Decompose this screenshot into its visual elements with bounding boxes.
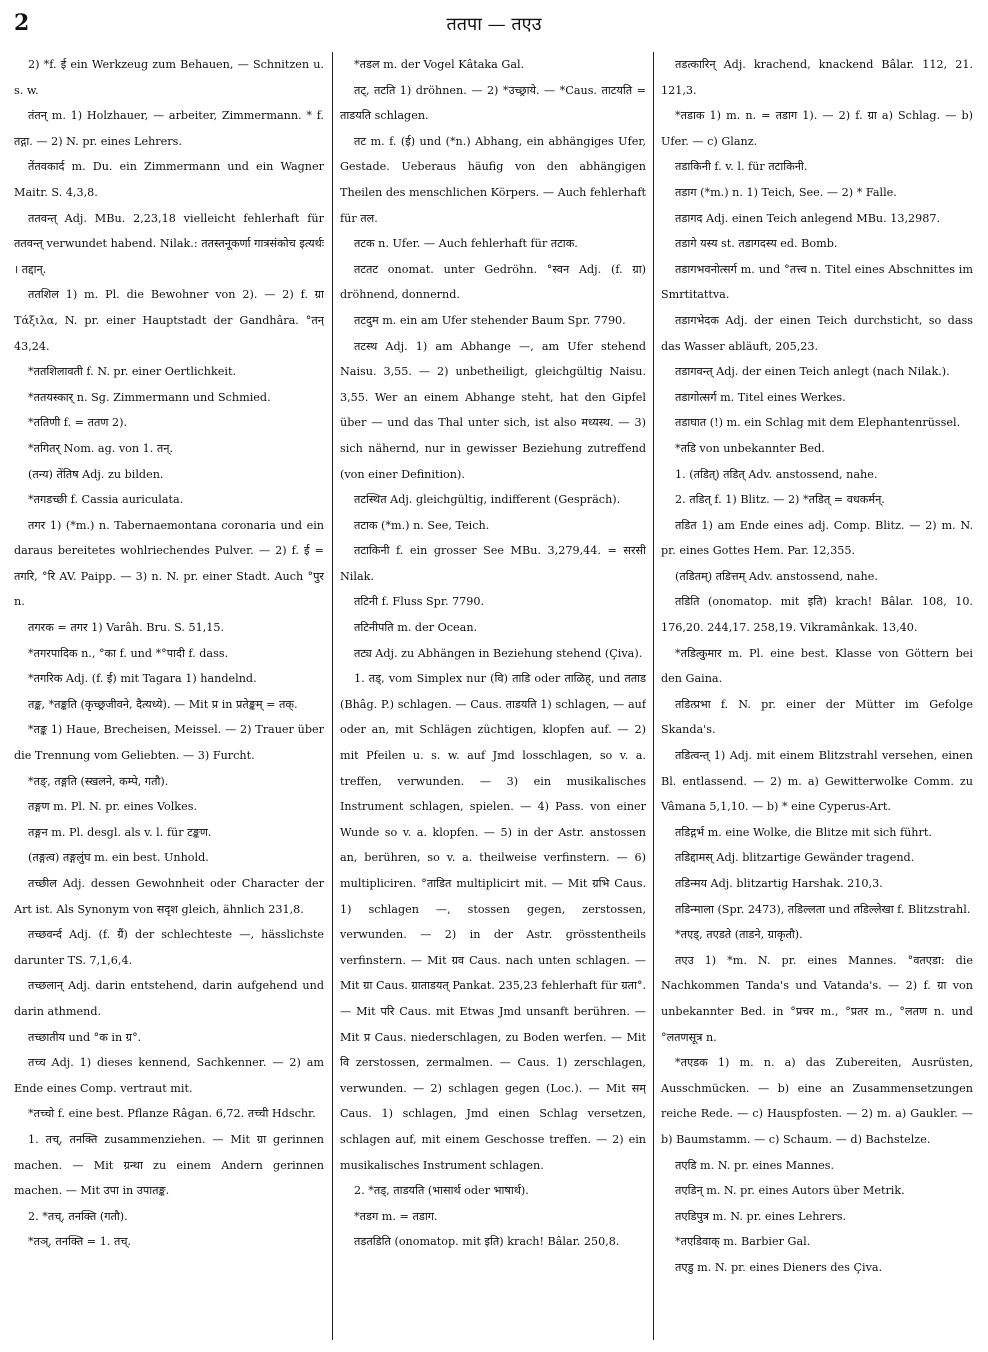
- dictionary-entry: तटाकिनी f. ein grosser See MBu. 3,279,44. = सरसी Nilak.: [340, 544, 646, 583]
- dictionary-entry: *ततिणी f. = ततण 2).: [28, 416, 128, 430]
- dictionary-entry: 1. तच्, तनक्ति zusammenziehen. — Mit ग्रा gerinnen machen. — Mit ग्रन्था zu einem Andern gerinnen machen. — Mit उपा in उपातङ्क.: [14, 1132, 324, 1198]
- dictionary-entry: *तगडच्छी f. Cassia auriculata.: [28, 493, 184, 507]
- dictionary-entry: *तङ्क 1) Haue, Brecheisen, Meissel. — 2) Trauer über die Trennung vom Geliebten. — 3) Furcht.: [14, 723, 324, 763]
- dictionary-entry: तडाकिनी f. v. l. für तटाकिनी.: [675, 160, 808, 174]
- dictionary-entry: तडागभवनोत्सर्ग m. und °तत्त्व n. Titel eines Abschnittes im Smrtitattva.: [661, 262, 973, 302]
- dictionary-entry: तगर 1) (*m.) n. Tabernaemontana coronaria und ein daraus bereitetes wohlriechendes Pulver. — 2) f. ई = तगरि, °रि AV. Paipp. — 3) n. N. pr. einer Stadt. Auch °पुर n.: [14, 518, 324, 609]
- dictionary-entry: *तङ्, तङ्गति (स्खलने, कम्पे, गतौ).: [28, 774, 169, 788]
- dictionary-entry: तंतन् m. 1) Holzhauer, — arbeiter, Zimmermann. * f. तद्गा. — 2) N. pr. eines Lehrers.: [14, 109, 324, 148]
- column-divider: [653, 52, 654, 1340]
- dictionary-entry: *तएडिवाक् m. Barbier Gal.: [675, 1235, 811, 1249]
- dictionary-entry: तेंतवकार्द m. Du. ein Zimmermann und ein Wagner Maitr. S. 4,3,8.: [14, 160, 324, 199]
- dictionary-entry: तडिन्माला (Spr. 2473), तडिल्लता und तडिल्लेखा f. Blitzstrahl.: [675, 902, 971, 916]
- dictionary-entry: तडाग (*m.) n. 1) Teich, See. — 2) * Falle.: [675, 185, 897, 199]
- dictionary-entry: *तडि von unbekannter Bed.: [675, 441, 825, 455]
- dictionary-entry: तट्, तटति 1) dröhnen. — 2) *उच्छ्राये. — *Caus. ताटयति = ताडयति schlagen.: [340, 83, 646, 123]
- dictionary-entry: तएडिन् m. N. pr. eines Autors über Metrik.: [675, 1184, 905, 1198]
- dictionary-entry: तएडु m. N. pr. eines Dieners des Çiva.: [675, 1260, 883, 1274]
- dictionary-entry: *तञ्, तनक्ति = 1. तच्.: [28, 1235, 131, 1249]
- dictionary-entry: तटदुम m. ein am Ufer stehender Baum Spr. 7790.: [354, 313, 626, 327]
- dictionary-entry: तडित्प्रभा f. N. pr. einer der Mütter im Gefolge Skanda's.: [661, 697, 973, 737]
- dictionary-entry: 2. *तच्, तनक्ति (गतौ).: [28, 1209, 128, 1223]
- dictionary-entry: तटस्थित Adj. gleichgültig, indifferent (Gespräch).: [354, 493, 621, 507]
- dictionary-entry: *तगरपादिक n., °का f. und *°पादी f. dass.: [28, 646, 229, 660]
- dictionary-entry: तटस्थ Adj. 1) am Abhange —, am Ufer stehend Naisu. 3,55. — 2) unbetheiligt, gleichgültig Naisu. 3,55. Wer an einem Abhange steht, hat den Gipfel über — und das Thal unter sich, ist also मध्यस्थ. — 3) sich nähernd, nur in gewisser Beziehung zutreffend (von einer Definition).: [340, 339, 646, 481]
- dictionary-entry: *ततशिलावती f. N. pr. einer Oertlichkeit.: [28, 365, 237, 379]
- dictionary-entry: तट m. f. (ई) und (*n.) Abhang, ein abhängiges Ufer, Gestade. Ueberaus häufig von den abhängigen Theilen des menschlichen Körpers. — Auch fehlerhaft für तल.: [340, 134, 646, 225]
- running-title: ततपा — तएउ: [446, 14, 542, 35]
- dictionary-entry: तएडिपुत्र m. N. pr. eines Lehrers.: [675, 1209, 847, 1223]
- dictionary-entry: तडतडिति (onomatop. mit इति) krach! Bâlar. 250,8.: [354, 1235, 620, 1249]
- dictionary-entry: तडागोत्सर्ग m. Titel eines Werkes.: [675, 390, 846, 404]
- dictionary-entry: *तडल m. der Vogel Kâtaka Gal.: [354, 58, 525, 71]
- column-left: [14, 52, 324, 1340]
- dictionary-entry: तच्छलान् Adj. darin entstehend, darin aufgehend und darin athmend.: [14, 979, 324, 1018]
- text-columns: [14, 52, 974, 1342]
- dictionary-entry: तट्य Adj. zu Abhängen in Beziehung stehend (Çiva).: [354, 646, 643, 660]
- dictionary-entry: तडागभेदक Adj. der einen Teich durchsticht, so dass das Wasser abläuft, 205,23.: [661, 313, 973, 353]
- dictionary-entry: तडिद्गर्भ m. eine Wolke, die Blitze mit sich führt.: [675, 825, 932, 839]
- page-header: [14, 4, 974, 44]
- dictionary-entry: तङ्गण m. Pl. N. pr. eines Volkes.: [28, 800, 198, 814]
- dictionary-entry: तडागवन्त् Adj. der einen Teich anlegt (nach Nilak.).: [675, 365, 950, 379]
- dictionary-entry: *तच्चो f. eine best. Pflanze Râgan. 6,72. तच्ची Hdschr.: [28, 1107, 316, 1121]
- dictionary-entry: तडत्कारिन् Adj. krachend, knackend Bâlar. 112, 21. 121,3.: [661, 58, 973, 97]
- dictionary-entry: *तडाक 1) m. n. = तडाग 1). — 2) f. ग्रा a) Schlag. — b) Ufer. — c) Glanz.: [661, 109, 973, 148]
- page-number: 2: [14, 10, 30, 36]
- dictionary-entry: तटतट onomat. unter Gedröhn. °स्वन Adj. (f. ग्रा) dröhnend, donnernd.: [340, 262, 646, 302]
- dictionary-entry: 2) *f. ई ein Werkzeug zum Behauen, — Schnitzen u. s. w.: [14, 58, 324, 97]
- dictionary-entry: 2. तडित् f. 1) Blitz. — 2) *तडित् = वधकर्मन्.: [675, 493, 885, 507]
- dictionary-entry: 2. *तड्, ताडयति (भासार्थ oder भाषार्थ).: [354, 1184, 529, 1198]
- column-right: [661, 52, 973, 1340]
- dictionary-entry: तडाघात (!) m. ein Schlag mit dem Elephantenrüssel.: [675, 416, 961, 430]
- dictionary-entry: तङ्गन m. Pl. desgl. als v. l. für टङ्कण.: [28, 825, 212, 839]
- dictionary-entry: *तएडक 1) m. n. a) das Zubereiten, Ausrüsten, Ausschmücken. — b) eine an Zusammensetzungen reiche Rede. — c) Hauspfosten. — 2) m. a) Gaukler. — b) Baumstamm. — c) Schaum. — d) Bachstelze.: [661, 1056, 973, 1146]
- dictionary-entry: तडित्वन्त् 1) Adj. mit einem Blitzstrahl versehen, einen Bl. entlassend. — 2) m. a) Gewitterwolke Comm. zu Vâmana 5,1,10. — b) * eine Cyperus-Art.: [661, 749, 973, 814]
- dictionary-entry: 1. (तडित्) तडित् Adv. anstossend, nahe.: [675, 467, 878, 481]
- column-middle: [340, 52, 646, 1340]
- column-divider: [332, 52, 333, 1340]
- dictionary-entry: (तन्य) तेंतिष Adj. zu bilden.: [28, 467, 164, 481]
- dictionary-entry: (तङ्गत्व) तङ्गलुंघ m. ein best. Unhold.: [28, 851, 209, 865]
- dictionary-entry: तङ्क, *तङ्कति (कृच्छ्रजीवने, दैत्यध्ये). — Mit प्र in प्रतेङ्कम् = तक्.: [28, 697, 298, 711]
- dictionary-entry: तटिनी f. Fluss Spr. 7790.: [354, 595, 485, 609]
- dictionary-entry: तडिद्दामस् Adj. blitzartige Gewänder tragend.: [675, 851, 915, 865]
- dictionary-entry: तच्च Adj. 1) dieses kennend, Sachkenner. — 2) am Ende eines Comp. vertraut mit.: [14, 1056, 324, 1095]
- dictionary-entry: *ततयस्कार् n. Sg. Zimmermann und Schmied.: [28, 390, 271, 404]
- dictionary-entry: तडिति (onomatop. mit इति) krach! Bâlar. 108, 10. 176,20. 244,17. 258,19. Vikramânkak. 13,40.: [661, 595, 973, 635]
- dictionary-entry: तच्छातीय und °क in ग्र°.: [28, 1030, 142, 1044]
- dictionary-entry: *तएड्, तएडते (ताडने, ग्राकृतौ).: [675, 928, 803, 942]
- dictionary-entry: तच्छवर्न्द Adj. (f. ग्रैं) der schlechteste —, hässlichste darunter TS. 7,1,6,4.: [14, 928, 324, 967]
- dictionary-entry: ततवन्त् Adj. MBu. 2,23,18 vielleicht fehlerhaft für ततवन्त् verwundet habend. Nilak.: ततस्तनूकर्णा गात्रसंकोच इत्यर्थः । तद्दान्.: [14, 211, 324, 276]
- dictionary-entry: *तगरिक Adj. (f. ई) mit Tagara 1) handelnd.: [28, 672, 257, 686]
- dictionary-entry: तएडि m. N. pr. eines Mannes.: [675, 1158, 835, 1172]
- dictionary-entry: तडागद Adj. einen Teich anlegend MBu. 13,2987.: [675, 211, 941, 225]
- dictionary-entry: *तडित्कुमार m. Pl. eine best. Klasse von Göttern bei den Gaina.: [661, 646, 973, 686]
- dictionary-entry: ततशिल 1) m. Pl. die Bewohner von 2). — 2) f. ग्रा Τάξιλα, N. pr. einer Hauptstadt der Gandhâra. °तन् 43,24.: [14, 288, 324, 353]
- dictionary-entry: (तडितम्) तडित्तम् Adv. anstossend, nahe.: [675, 569, 878, 583]
- dictionary-entry: *तगितर् Nom. ag. von 1. तन्.: [28, 441, 174, 455]
- dictionary-entry: तगरक = तगर 1) Varâh. Bru. S. 51,15.: [28, 621, 225, 635]
- dictionary-entry: तच्छील Adj. dessen Gewohnheit oder Character der Art ist. Als Synonym von सदृश gleich, ähnlich 231,8.: [14, 877, 324, 916]
- dictionary-entry: तएउ 1) *m. N. pr. eines Mannes. °वतएडा: die Nachkommen Tanda's und Vatanda's. — 2) f. ग्रा von unbekannter Bed. in °प्रचर m., °प्रतर m., °लतण n. und °लतणसूत्र n.: [661, 953, 973, 1044]
- dictionary-entry: तडिन्मय Adj. blitzartig Harshak. 210,3.: [675, 877, 883, 890]
- dictionary-entry: तडागे यस्य st. तडागदस्य ed. Bomb.: [675, 237, 838, 251]
- dictionary-entry: तटिनीपति m. der Ocean.: [354, 621, 478, 635]
- dictionary-entry: तटाक (*m.) n. See, Teich.: [354, 518, 490, 532]
- dictionary-entry: *तडग m. = तडाग.: [354, 1209, 438, 1223]
- dictionary-entry: तटक n. Ufer. — Auch fehlerhaft für तटाक.: [354, 237, 578, 251]
- dictionary-entry: 1. तड्, vom Simplex nur (वि) ताडि oder ताळिह्, und तताड (Bhâg. P.) schlagen. — Caus. ताडयति 1) schlagen, — auf oder an, mit Schlägen züchtigen, klopfen auf. — 2) mit Pfeilen u. s. w. auf Jmd losschlagen, so v. a. treffen, verwunden. — 3) ein musikalisches Instrument schlagen, spielen. — 4) Pass. von einer Wunde so v. a. klopfen. — 5) in der Astr. anstossen an, berühren, so v. a. theilweise verfinstern. — 6) multipliciren. °ताडित multiplicirt mit. — Mit ग्रभि Caus. 1) schlagen —, stossen gegen, zerstossen, verwunden. — 2) in der Astr. grösstentheils verfinstern. — Mit ग्रव Caus. nach unten schlagen. — Mit ग्रा Caus. ग्राताडयत् Pankat. 235,23 fehlerhaft für ग्रता°. — Mit परि Caus. mit Etwas Jmd unsanft berühren. — Mit प्र Caus. niederschlagen, zu Boden werfen. — Mit वि zerstossen, zermalmen. — Caus. 1) zerschlagen, verwunden. — 2) schlagen gegen (Loc.). — Mit सम् Caus. 1) schlagen, Jmd einen Schlag versetzen, schlagen auf, mit einem Geschosse treffen. — 2) ein musikalisches Instrument schlagen.: [340, 672, 646, 1172]
- dictionary-entry: तडित 1) am Ende eines adj. Comp. Blitz. — 2) m. N. pr. eines Gottes Hem. Par. 12,355.: [661, 518, 973, 558]
